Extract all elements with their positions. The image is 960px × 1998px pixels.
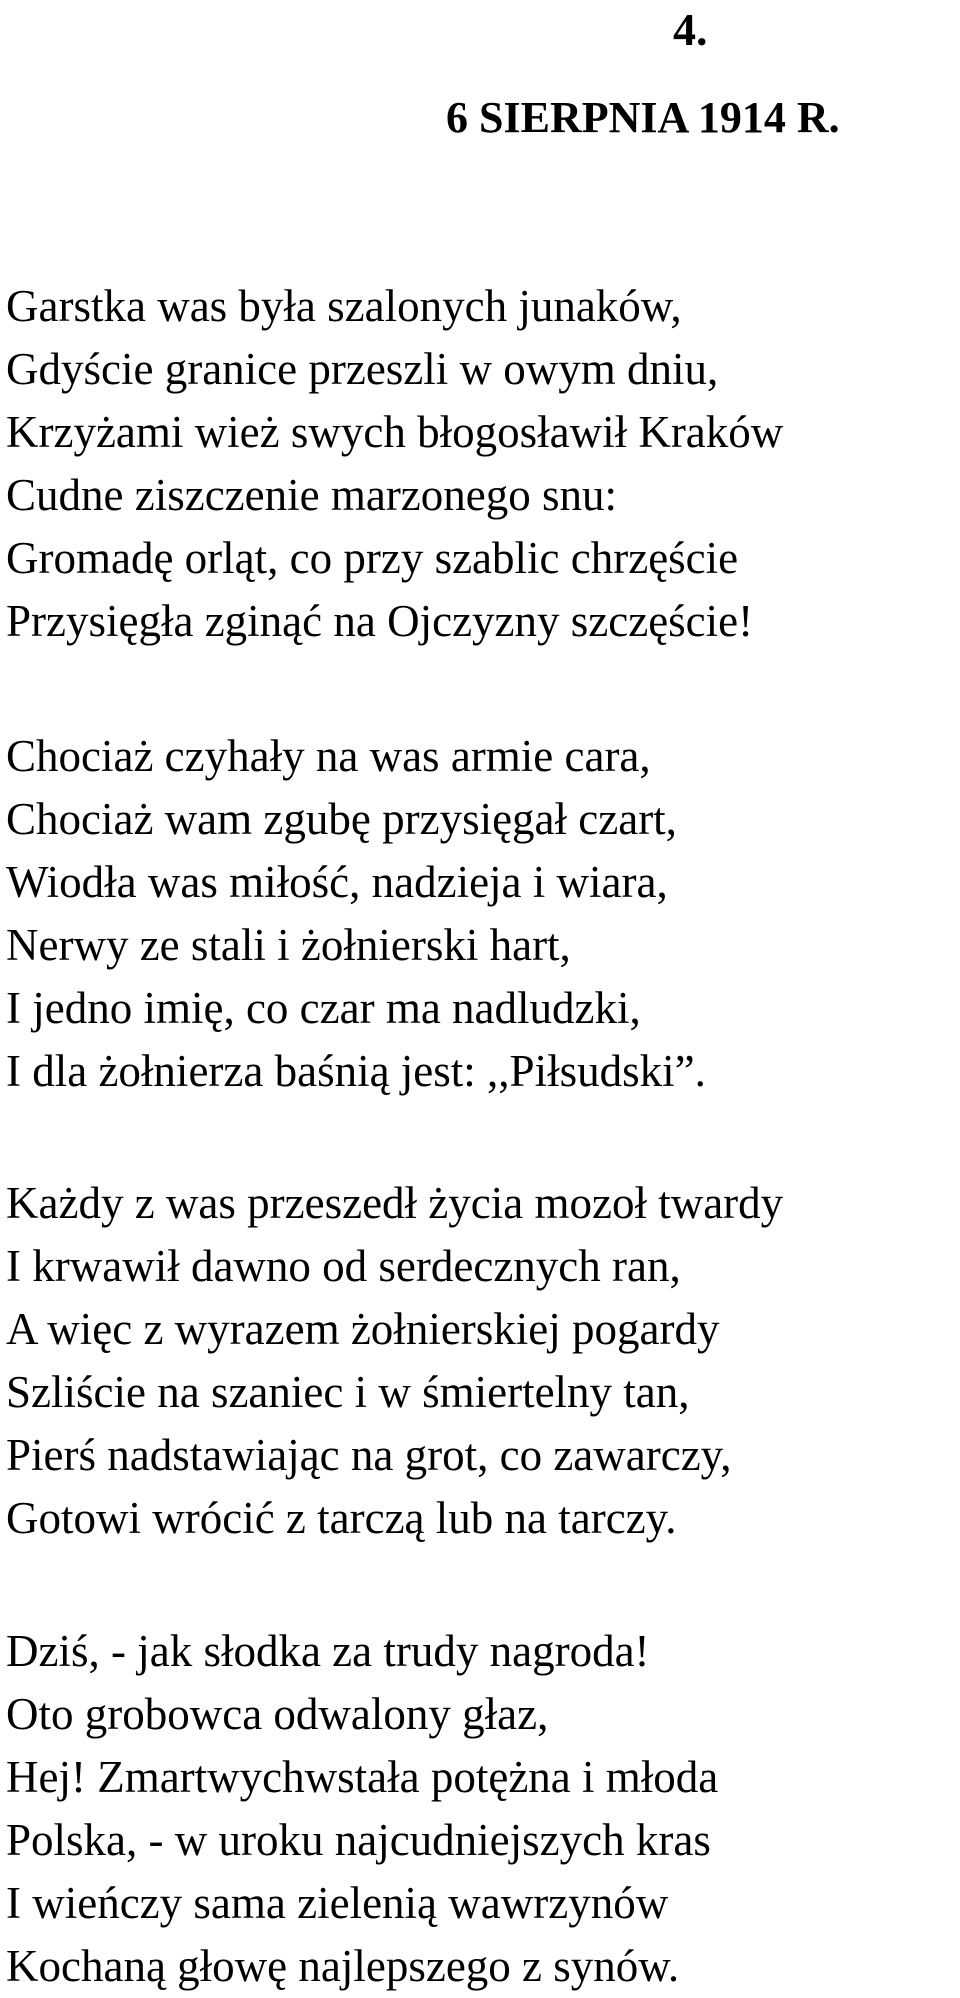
poem-line: Dziś, - jak słodka za trudy nagroda! (6, 1626, 650, 1676)
stanza-3 (6, 1172, 783, 1550)
poem-line: Nerwy ze stali i żołnierski hart, (6, 920, 571, 970)
poem-number: 4. (673, 4, 708, 55)
poem-line: Krzyżami wież swych błogosławił Kraków (6, 407, 784, 457)
poem-line: Chociaż wam zgubę przysięgał czart, (6, 794, 677, 844)
poem-line: A więc z wyrazem żołnierskiej pogardy (6, 1304, 720, 1354)
poem-line: Przysięgła zginąć na Ojczyzny szczęście! (6, 596, 754, 646)
poem-line: Hej! Zmartwychwstała potężna i młoda (6, 1752, 719, 1802)
poem-line: Garstka was była szalonych junaków, (6, 281, 682, 331)
stanza-4 (6, 1620, 718, 1998)
poem-line: Cudne ziszczenie marzonego snu: (6, 470, 618, 520)
poem-line: I jedno imię, co czar ma nadludzki, (6, 983, 641, 1033)
poem-line: Wiodła was miłość, nadzieja i wiara, (6, 857, 668, 907)
poem-line: Gdyście granice przeszli w owym dniu, (6, 344, 719, 394)
poem-line: I wieńczy sama zielenią wawrzynów (6, 1878, 669, 1928)
poem-line: Chociaż czyhały na was armie cara, (6, 731, 651, 781)
poem-line: Szliście na szaniec i w śmiertelny tan, (6, 1367, 690, 1417)
poem-line: Polska, - w uroku najcudniejszych kras (6, 1815, 711, 1865)
poem-line: I dla żołnierza baśnią jest: ,,Piłsudski”. (6, 1046, 706, 1096)
poem-line: Kochaną głowę najlepszego z synów. (6, 1941, 680, 1991)
poem-line: I krwawił dawno od serdecznych ran, (6, 1241, 681, 1291)
stanza-2 (6, 725, 706, 1103)
poem-title: 6 SIERPNIA 1914 R. (446, 93, 840, 142)
poem-line: Pierś nadstawiając na grot, co zawarczy, (6, 1430, 732, 1480)
stanza-1 (6, 275, 783, 653)
poem-line: Gromadę orląt, co przy szablic chrzęście (6, 533, 739, 583)
poem-line: Każdy z was przeszedł życia mozoł twardy (6, 1178, 784, 1228)
poem-line: Gotowi wrócić z tarczą lub na tarczy. (6, 1493, 677, 1543)
poem-line: Oto grobowca odwalony głaz, (6, 1689, 549, 1739)
